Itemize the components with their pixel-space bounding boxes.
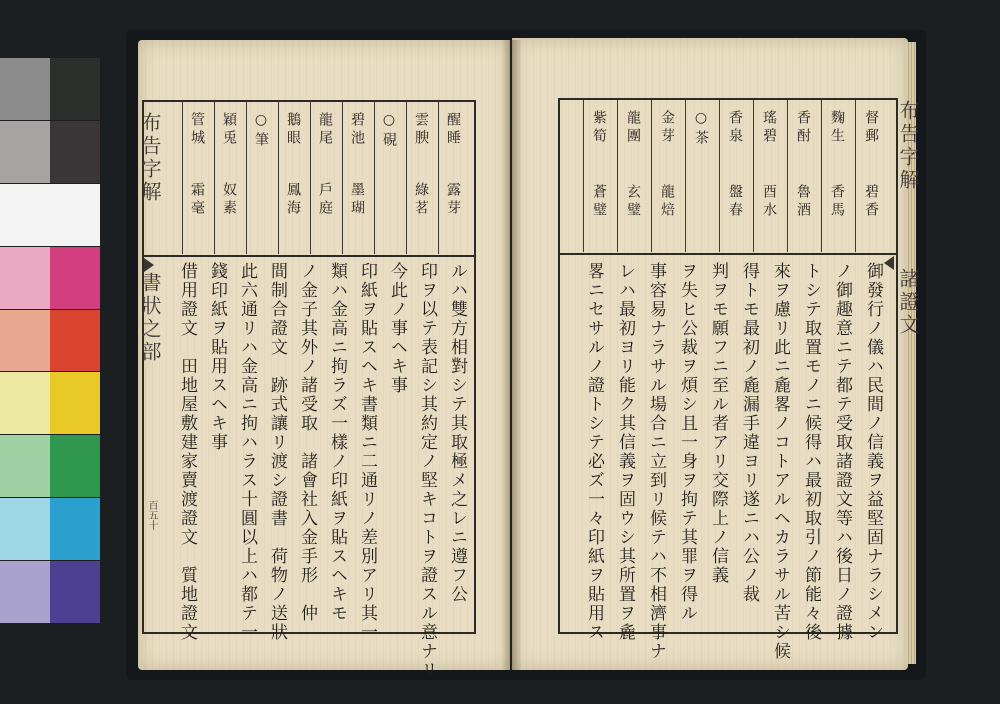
body-line: 類ハ金高ニ拘ラズ一樣ノ印紙ヲ貼スヘキモ: [327, 262, 347, 623]
body-line: 判ヲモ願フニ至ル者アリ交際上ノ信義: [708, 262, 728, 585]
column-rule: [342, 102, 343, 254]
left-running-title: 布告字解: [138, 112, 162, 204]
left-header-divider: [142, 255, 476, 257]
glossary-reading: 玄璧: [625, 184, 641, 220]
column-rule: [214, 102, 215, 254]
calibration-swatch: [0, 372, 50, 434]
glossary-term: ○筆: [253, 112, 269, 150]
column-rule: [246, 102, 247, 254]
body-line: ノ御趣意ニテ都テ受取諸證文等ハ後日ノ證據: [832, 262, 852, 642]
calibration-swatch: [0, 435, 50, 497]
right-header-divider: [558, 253, 898, 255]
glossary-term: 管城: [189, 112, 205, 148]
calibration-swatch: [50, 58, 100, 120]
column-rule: [182, 102, 183, 254]
left-section-title: 書狀之部: [138, 272, 162, 364]
glossary-term: 醒睡: [445, 112, 461, 148]
glossary-term: ○茶: [693, 110, 709, 148]
glossary-reading: 碧香: [863, 184, 879, 220]
right-section-marker: [884, 256, 894, 270]
left-folio: 百五十: [146, 500, 157, 530]
glossary-term: 香泉: [727, 110, 743, 146]
glossary-term: 雲腴: [413, 112, 429, 148]
glossary-reading: 蒼璧: [591, 184, 607, 220]
calibration-swatch: [0, 58, 50, 120]
calibration-swatch: [50, 310, 100, 372]
body-line: トシテ取置モノニ候得ハ最初取引ノ節能々後: [801, 262, 821, 642]
column-rule: [651, 100, 652, 252]
left-section-marker: [144, 258, 154, 272]
body-line: 得トモ最初ノ麁漏手違ヨリ遂ニハ公ノ裁: [739, 262, 759, 604]
glossary-reading: 戶庭: [317, 182, 333, 218]
column-rule: [821, 100, 822, 252]
column-rule: [685, 100, 686, 252]
glossary-term: 香酎: [795, 110, 811, 146]
column-rule: [617, 100, 618, 252]
body-line: 事容易ナラサル場合ニ立到リ候テハ不相濟事ナ: [646, 262, 666, 661]
glossary-reading: 魯酒: [795, 184, 811, 220]
calibration-swatch: [50, 498, 100, 560]
glossary-term: 金芽: [659, 110, 675, 146]
glossary-reading: 霜毫: [189, 182, 205, 218]
glossary-reading: 墨瑚: [349, 182, 365, 218]
column-rule: [583, 100, 584, 252]
glossary-term: 鵝眼: [285, 112, 301, 148]
glossary-term: 穎兎: [221, 112, 237, 148]
body-line: 印紙ヲ貼スヘキ書類ニ二通リノ差別アリ其一: [357, 262, 377, 642]
glossary-term: 督郵: [863, 110, 879, 146]
glossary-term: 碧池: [349, 112, 365, 148]
calibration-swatch: [0, 561, 50, 623]
color-calibration-strip: [0, 58, 100, 624]
body-line: 今此ノ事ヘキ事: [387, 262, 407, 395]
column-rule: [278, 102, 279, 254]
glossary-reading: 酉水: [761, 184, 777, 220]
body-line: 來ヲ慮リ此ニ麁畧ノコトアルヘカラサル苦シ候: [770, 262, 790, 661]
body-line: 御發行ノ儀ハ民間ノ信義ヲ益堅固ナラシメン: [863, 262, 883, 642]
glossary-term: 瑤碧: [761, 110, 777, 146]
glossary-reading: 露芽: [445, 182, 461, 218]
column-rule: [753, 100, 754, 252]
body-line: 間制合證文 跡式讓リ渡シ證書 荷物ノ送狀: [267, 262, 287, 642]
calibration-swatch: [50, 372, 100, 434]
calibration-swatch: [0, 184, 50, 246]
glossary-term: 龍團: [625, 110, 641, 146]
glossary-reading: 盤春: [727, 184, 743, 220]
calibration-swatch: [0, 121, 50, 183]
glossary-reading: 奴素: [221, 182, 237, 218]
column-rule: [787, 100, 788, 252]
glossary-term: 麴生: [829, 110, 845, 146]
body-line: ヲ失ヒ公裁ヲ煩シ且一身ヲ拘テ其罪ヲ得ル: [677, 262, 697, 623]
body-line: ノ金子其外ノ諸受取 諸會社入金手形 仲: [297, 262, 317, 623]
calibration-swatch: [50, 435, 100, 497]
glossary-term: 龍尾: [317, 112, 333, 148]
calibration-swatch: [50, 561, 100, 623]
calibration-swatch: [50, 247, 100, 309]
calibration-swatch: [0, 498, 50, 560]
calibration-swatch: [0, 247, 50, 309]
column-rule: [310, 102, 311, 254]
glossary-reading: 香馬: [829, 184, 845, 220]
calibration-swatch: [0, 310, 50, 372]
body-line: 畧ニセサルノ證トシテ必ズ一々印紙ヲ貼用ス: [584, 262, 604, 642]
book-gutter: [503, 40, 521, 670]
body-line: ルハ雙方相對シテ其取極メ之レニ遵フ公: [447, 262, 467, 604]
body-line: 印ヲ以テ表記シ其約定ノ堅キコトヲ證スル意ナリ: [417, 262, 437, 680]
glossary-term: ○硯: [381, 112, 397, 150]
body-line: 借用證文 田地屋敷建家賣渡證文 質地證文: [177, 262, 197, 642]
body-line: レハ最初ヨリ能ク其信義ヲ固ウシ其所置ヲ麁: [615, 262, 635, 642]
column-rule: [374, 102, 375, 254]
column-rule: [406, 102, 407, 254]
glossary-term: 紫筍: [591, 110, 607, 146]
column-rule: [855, 100, 856, 252]
column-rule: [438, 102, 439, 254]
calibration-swatch: [50, 184, 100, 246]
right-section-title: 諸證文: [896, 268, 920, 337]
body-line: 此六通リハ金高ニ拘ハラス十圓以上ハ都テ一: [237, 262, 257, 642]
body-line: 錢印紙ヲ貼用スヘキ事: [207, 262, 227, 452]
glossary-reading: 綠茗: [413, 182, 429, 218]
glossary-reading: 鳳海: [285, 182, 301, 218]
right-running-title: 布告字解: [896, 100, 920, 192]
glossary-reading: 龍焙: [659, 184, 675, 220]
calibration-swatch: [50, 121, 100, 183]
column-rule: [719, 100, 720, 252]
